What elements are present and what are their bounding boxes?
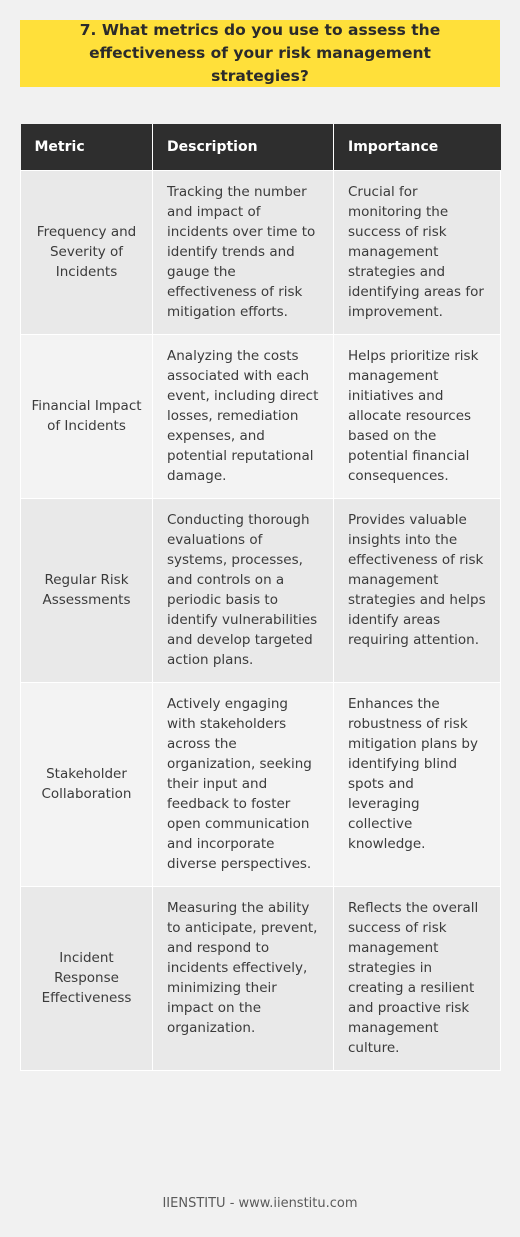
metric-cell: Stakeholder Collaboration xyxy=(21,682,153,886)
table-row xyxy=(21,170,501,334)
page-title: 7. What metrics do you use to assess the effectiveness of your risk management strategies? xyxy=(79,21,441,85)
importance-cell: Helps prioritize risk management initiatives and allocate resources based on the potential financial consequences. xyxy=(334,334,501,498)
description-cell: Measuring the ability to anticipate, prevent, and respond to incidents effectively, minimizing their impact on the organization. xyxy=(153,886,334,1070)
metric-cell: Frequency and Severity of Incidents xyxy=(21,170,153,334)
column-header-description: Description xyxy=(153,124,334,170)
importance-cell: Enhances the robustness of risk mitigation plans by identifying blind spots and leveraging collective knowledge. xyxy=(334,682,501,886)
description-cell: Conducting thorough evaluations of systems, processes, and controls on a periodic basis to identify vulnerabilities and develop targeted action plans. xyxy=(153,498,334,682)
metrics-table xyxy=(20,124,501,1071)
description-cell: Tracking the number and impact of incidents over time to identify trends and gauge the effectiveness of risk mitigation efforts. xyxy=(153,170,334,334)
table-header-row xyxy=(21,124,501,170)
title-banner xyxy=(20,20,500,87)
importance-cell: Reflects the overall success of risk management strategies in creating a resilient and proactive risk management culture. xyxy=(334,886,501,1070)
table-row xyxy=(21,334,501,498)
table-row xyxy=(21,682,501,886)
metric-cell: Regular Risk Assessments xyxy=(21,498,153,682)
footer-credit: IIENSTITU - www.iienstitu.com xyxy=(162,1196,358,1211)
column-header-metric: Metric xyxy=(21,124,153,170)
table-row xyxy=(21,498,501,682)
description-cell: Analyzing the costs associated with each event, including direct losses, remediation expenses, and potential reputational damage. xyxy=(153,334,334,498)
column-header-importance: Importance xyxy=(334,124,501,170)
metric-cell: Financial Impact of Incidents xyxy=(21,334,153,498)
importance-cell: Crucial for monitoring the success of risk management strategies and identifying areas for improvement. xyxy=(334,170,501,334)
description-cell: Actively engaging with stakeholders across the organization, seeking their input and feedback to foster open communication and incorporate diverse perspectives. xyxy=(153,682,334,886)
metric-cell: Incident Response Effectiveness xyxy=(21,886,153,1070)
importance-cell: Provides valuable insights into the effectiveness of risk management strategies and helps identify areas requiring attention. xyxy=(334,498,501,682)
table-row xyxy=(21,886,501,1070)
